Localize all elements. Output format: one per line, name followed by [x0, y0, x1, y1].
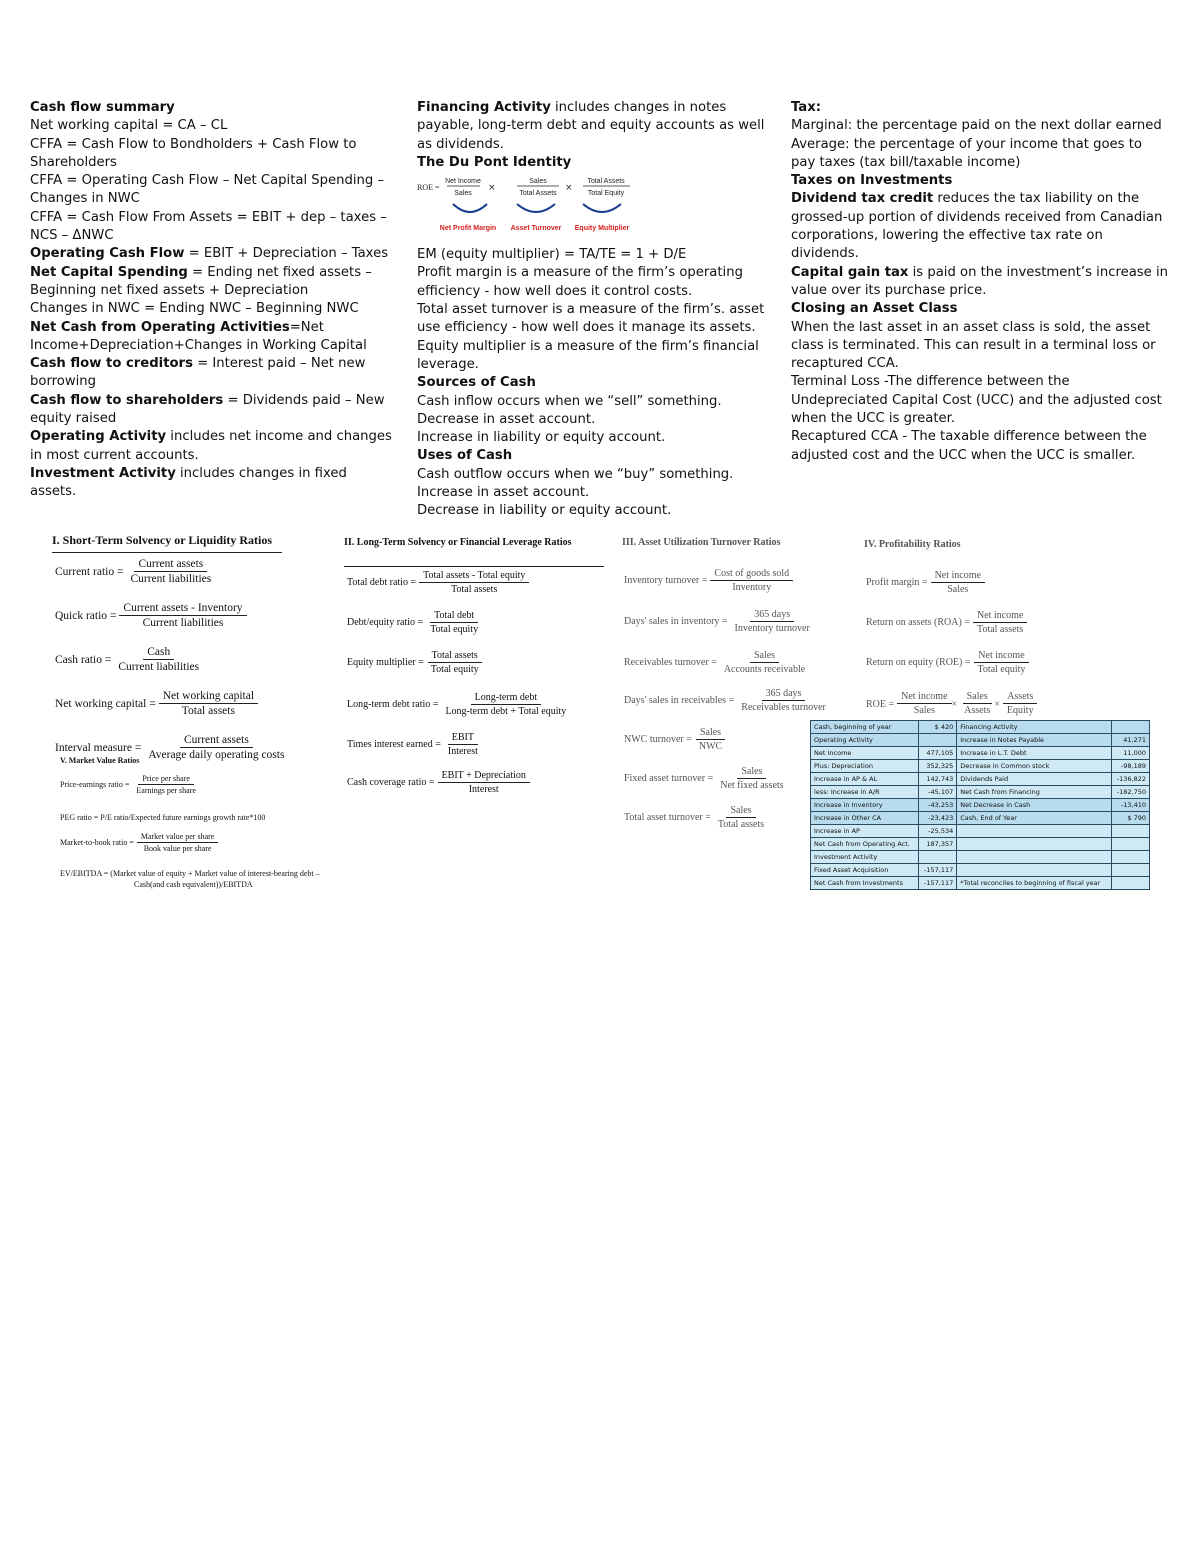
formula-denominator: Net fixed assets [720, 780, 784, 791]
roa-formula [866, 610, 1027, 635]
equity-multiplier-definition: Equity multiplier is a measure of the firm’s financial leverage. [417, 338, 759, 372]
table-row [811, 747, 1150, 760]
dividend-tax-credit-definition [791, 190, 1169, 263]
table-cell: Dividends Paid [957, 773, 1112, 786]
table-cell: 41,271 [1111, 734, 1149, 747]
cfc-label: Cash flow to creditors [30, 356, 193, 372]
table-cell: Operating Activity [811, 734, 919, 747]
formula-denominator: Book value per share [143, 844, 212, 853]
dupont-identity-figure [417, 172, 647, 234]
formula-denominator: Total equity [977, 664, 1026, 675]
formula-label: Days' sales in inventory = [624, 616, 728, 627]
dupont-t1-num: Net Income [445, 178, 481, 185]
profit-margin-definition: Profit margin is a measure of the firm’s operating efficiency - how well does it control costs. [417, 265, 743, 299]
capital-gain-tax-text: is paid on the investment’s increase in value over its purchase price. [791, 264, 1168, 298]
times-interest-earned-formula [347, 732, 482, 757]
formula-label: Days' sales in receivables = [624, 695, 735, 706]
formula-label: Equity multiplier = [347, 657, 424, 668]
formula-numerator: Net income [973, 610, 1027, 623]
formula-denominator: Inventory [732, 582, 772, 593]
dupont-t1-den: Sales [454, 190, 472, 197]
formula-denominator: Total assets [451, 584, 498, 595]
table-cell [919, 734, 957, 747]
times-symbol: × [951, 699, 958, 710]
formula-label: Quick ratio = [55, 609, 117, 622]
tax-column [791, 99, 1169, 465]
marginal-tax-definition: Marginal: the percentage paid on the next dollar earned [791, 118, 1162, 134]
table-cell: -43,253 [919, 799, 957, 812]
em-definition: EM (equity multiplier) = TA/TE = 1 + D/E [417, 247, 687, 263]
total-debt-ratio-formula [347, 570, 529, 595]
table-cell: Net Income [811, 747, 919, 760]
section-rule [344, 566, 604, 567]
table-cell: $ 790 [1111, 812, 1149, 825]
table-cell: Cash, beginning of year [811, 721, 919, 734]
formula-label: Long-term debt ratio = [347, 699, 439, 710]
terminal-loss-definition: Terminal Loss -The difference between the Undepreciated Capital Cost (UCC) and the adjusted cost when the UCC is greater. [791, 374, 1162, 427]
formula-numerator: Net income [974, 650, 1028, 663]
current-ratio-formula [55, 558, 215, 585]
table-cell: Increase in L.T. Debt [957, 747, 1112, 760]
formula-denominator: Earnings per share [136, 786, 196, 795]
formula-numerator: Sales [696, 727, 725, 740]
tax-heading: Tax: [791, 100, 821, 115]
formula-denominator: Current liabilities [142, 617, 224, 629]
financing-activity-label: Financing Activity [417, 100, 551, 115]
roe-formula [866, 650, 1029, 675]
table-cell: Financing Activity [957, 721, 1112, 734]
formula-denominator: Total assets [977, 624, 1024, 635]
formula-label: Price-earnings ratio = [60, 780, 130, 789]
table-cell [919, 851, 957, 864]
table-cell: Net Cash from Operating Act. [811, 838, 919, 851]
long-term-debt-ratio-formula [347, 692, 570, 717]
table-cell: -23,423 [919, 812, 957, 825]
cash-coverage-ratio-formula [347, 770, 530, 795]
dividend-tax-credit-text: reduces the tax liability on the grossed-up portion of dividends received from Canadian corporations, lowering the effective tax rate on dividends. [791, 191, 1163, 262]
formula-label: Interval measure = [55, 741, 142, 754]
dupont-brace [517, 204, 555, 212]
table-cell: Investment Activity [811, 851, 919, 864]
cfc-text: = Interest paid – Net new borrowing [30, 356, 366, 390]
formula-denominator: Equity [1006, 705, 1034, 716]
table-cell: Increase in Inventory [811, 799, 919, 812]
table-cell [1111, 851, 1149, 864]
operating-activity-label: Operating Activity [30, 429, 167, 445]
change-nwc-definition: Changes in NWC = Ending NWC – Beginning NWC [30, 301, 359, 317]
nwc-ratio-formula [55, 690, 258, 717]
table-row [811, 825, 1150, 838]
table-row [811, 773, 1150, 786]
formula-label: Return on assets (ROA) = [866, 617, 970, 628]
ocf-definition [30, 245, 395, 263]
dupont-t3-num: Total Assets [587, 178, 625, 185]
receivables-turnover-formula [624, 650, 809, 675]
nwc-turnover-formula [624, 727, 726, 752]
formula-denominator: Sales [947, 584, 969, 595]
dupont-times: × [488, 183, 496, 193]
formula-denominator: NWC [698, 741, 723, 752]
table-cell: -98,189 [1111, 760, 1149, 773]
formula-numerator: Total debt [430, 610, 478, 623]
formula-numerator: Sales [750, 650, 779, 663]
times-symbol: × [994, 699, 1000, 710]
formula-label: Fixed asset turnover = [624, 773, 714, 784]
formula-label: Inventory turnover = [624, 575, 708, 586]
formula-label: ROE = [866, 699, 895, 710]
formula-denominator: Total equity [430, 664, 479, 675]
investment-activity-definition [30, 465, 395, 502]
ncs-definition [30, 264, 395, 301]
formula-label: Receivables turnover = [624, 657, 717, 668]
table-cell [1111, 721, 1149, 734]
uses-item: Increase in asset account. [417, 485, 590, 501]
financing-activity-definition [417, 99, 779, 154]
table-cell: Increase in Notes Payable [957, 734, 1112, 747]
asset-utilization-title: III. Asset Utilization Turnover Ratios [622, 537, 781, 548]
dupont-times: × [565, 183, 573, 193]
table-row [811, 838, 1150, 851]
sources-of-cash-heading: Sources of Cash [417, 375, 536, 391]
formula-numerator: 365 days [762, 688, 806, 701]
sources-item: Decrease in asset account. [417, 411, 596, 427]
table-cell: -45,107 [919, 786, 957, 799]
debt-equity-ratio-formula [347, 610, 482, 635]
ncfo-definition [30, 319, 395, 356]
recaptured-cca-definition: Recaptured CCA - The taxable difference between the adjusted cost and the UCC when the UCC is smaller. [791, 429, 1147, 463]
closing-asset-class-text: When the last asset in an asset class is sold, the asset class is terminated. This can result in a terminal loss or recaptured CCA. [791, 319, 1156, 372]
table-row [811, 864, 1150, 877]
table-cell [1111, 864, 1149, 877]
cfs-label: Cash flow to shareholders [30, 392, 224, 408]
formula-numerator: Sales [963, 691, 992, 704]
cash-flow-summary-column [30, 99, 395, 502]
table-cell: 477,105 [919, 747, 957, 760]
formula-numerator: Current assets [134, 558, 207, 572]
formula-numerator: Total assets [428, 650, 482, 663]
table-cell: 142,743 [919, 773, 957, 786]
table-cell [1111, 838, 1149, 851]
formula-denominator: Interest [447, 746, 478, 757]
dupont-label-at: Asset Turnover [510, 225, 562, 232]
formula-numerator: Assets [1003, 691, 1037, 704]
table-cell: -182,750 [1111, 786, 1149, 799]
table-cell [957, 851, 1112, 864]
peg-ratio-formula: PEG ratio = P/E ratio/Expected future earnings growth rate*100 [60, 813, 266, 822]
ncs-text: = Ending net fixed assets – Beginning net fixed assets + Depreciation [30, 264, 372, 298]
dupont-label-em: Equity Multiplier [574, 225, 630, 232]
table-cell: *Total reconciles to beginning of fiscal year [957, 877, 1112, 890]
short-term-solvency-title: I. Short-Term Solvency or Liquidity Ratios [52, 533, 273, 547]
dupont-heading: The Du Pont Identity [417, 154, 572, 170]
formula-denominator: Inventory turnover [734, 623, 810, 634]
total-asset-turnover-definition: Total asset turnover is a measure of the firm’s. asset use efficiency - how well does it manage its assets. [417, 302, 765, 336]
section-rule [52, 552, 282, 553]
financing-activity-text: includes changes in notes payable, long-term debt and equity accounts as well as dividends. [417, 100, 765, 152]
formula-label: Cash coverage ratio = [347, 777, 435, 788]
dividend-tax-credit-label: Dividend tax credit [791, 191, 934, 207]
uses-item: Cash outflow occurs when we “buy” something. [417, 466, 734, 482]
table-cell: -13,410 [1111, 799, 1149, 812]
capital-gain-tax-definition [791, 264, 1169, 301]
ocf-text: = EBIT + Depreciation – Taxes [184, 246, 389, 262]
formula-denominator: Sales [913, 705, 935, 716]
table-cell: Increase in AP & AL [811, 773, 919, 786]
fixed-asset-turnover-formula [624, 766, 788, 791]
ev-ebitda-formula-line1: EV/EBITDA = (Market value of equity + Market value of interest-bearing debt – [60, 869, 320, 878]
cfs-text: = Dividends paid – New equity raised [30, 392, 385, 427]
market-to-book-formula [60, 832, 218, 853]
closing-asset-class-heading: Closing an Asset Class [791, 301, 958, 317]
profit-margin-formula [866, 570, 985, 595]
table-row [811, 721, 1150, 734]
table-cell: Plus: Depreciation [811, 760, 919, 773]
table-cell: Net Decrease in Cash [957, 799, 1112, 812]
uses-item: Decrease in liability or equity account. [417, 503, 672, 519]
dupont-brace [583, 204, 621, 212]
taxes-on-investments-heading: Taxes on Investments [791, 173, 953, 189]
investment-activity-label: Investment Activity [30, 465, 176, 481]
formula-label: Cash ratio = [55, 653, 112, 666]
table-cell: 352,325 [919, 760, 957, 773]
table-cell [1111, 877, 1149, 890]
table-row [811, 760, 1150, 773]
formula-label: Profit margin = [866, 577, 928, 588]
formula-denominator: Current liabilities [130, 573, 212, 585]
market-value-title: V. Market Value Ratios [60, 756, 140, 765]
nwc-definition: Net working capital = CA – CL [30, 118, 228, 134]
table-cell: Cash, End of Year [957, 812, 1112, 825]
formula-numerator: Market value per share [137, 832, 219, 843]
table-row [811, 812, 1150, 825]
formula-numerator: EBIT [448, 732, 478, 745]
cash-flow-statement-table [810, 720, 1150, 890]
formula-numerator: Sales [726, 805, 755, 818]
formula-numerator: Net income [897, 691, 951, 704]
table-cell: 11,000 [1111, 747, 1149, 760]
formula-label: Net working capital = [55, 697, 156, 710]
table-row [811, 799, 1150, 812]
roe-dupont-formula [866, 691, 1038, 717]
table-row [811, 851, 1150, 864]
table-cell [957, 838, 1112, 851]
operating-activity-definition [30, 428, 395, 465]
table-cell: Fixed Asset Acquisition [811, 864, 919, 877]
formula-numerator: Net working capital [159, 690, 258, 704]
table-cell: $ 420 [919, 721, 957, 734]
formula-numerator: EBIT + Depreciation [438, 770, 530, 783]
cffa-definition-3: CFFA = Cash Flow From Assets = EBIT + dep – taxes – NCS – ΔNWC [30, 209, 387, 244]
table-cell [957, 864, 1112, 877]
financing-dupont-column [417, 99, 779, 521]
formula-label: Debt/equity ratio = [347, 617, 424, 628]
table-row [811, 786, 1150, 799]
table-cell: Net Cash from Financing [957, 786, 1112, 799]
table-cell: -157,117 [919, 877, 957, 890]
cfs-definition [30, 392, 395, 429]
dupont-label-npm: Net Profit Margin [439, 225, 497, 232]
formula-denominator: Interest [468, 784, 499, 795]
ncfo-label: Net Cash from Operating Activities [30, 319, 290, 335]
table-cell: -136,822 [1111, 773, 1149, 786]
formula-numerator: Long-term debt [471, 692, 541, 705]
formula-label: Current ratio = [55, 565, 124, 578]
operating-activity-text: includes net income and changes in most current accounts. [30, 429, 392, 463]
formula-denominator: Assets [964, 705, 991, 716]
dupont-t3-den: Total Equity [587, 190, 625, 197]
table-cell: Increase in Other CA [811, 812, 919, 825]
formula-label: Return on equity (ROE) = [866, 657, 971, 668]
formula-label: Times interest earned = [347, 739, 441, 750]
ev-ebitda-formula-line2: Cash(and cash equivalent))/EBITDA [134, 880, 253, 889]
sources-item: Increase in liability or equity account. [417, 430, 666, 446]
table-cell: Increase in AP [811, 825, 919, 838]
sources-item: Cash inflow occurs when we “sell” something. [417, 393, 722, 409]
formula-denominator: Long-term debt + Total equity [445, 706, 567, 717]
formula-label: Market-to-book ratio = [60, 838, 134, 847]
average-tax-definition: Average: the percentage of your income that goes to pay taxes (tax bill/taxable income) [791, 136, 1142, 170]
formula-numerator: Current assets - Inventory [119, 602, 246, 616]
table-cell [1111, 825, 1149, 838]
cash-ratio-formula [55, 646, 203, 673]
formula-numerator: Sales [737, 766, 766, 779]
table-cell: -25,534 [919, 825, 957, 838]
dupont-roe: ROE = [417, 183, 440, 192]
equity-multiplier-formula [347, 650, 483, 675]
table-cell: less: Increase in A/R [811, 786, 919, 799]
cfc-definition [30, 355, 395, 392]
formula-label: Total debt ratio = [347, 577, 417, 588]
total-asset-turnover-formula [624, 805, 768, 830]
ncs-label: Net Capital Spending [30, 264, 188, 280]
formula-label: Total asset turnover = [624, 812, 711, 823]
days-sales-receivables-formula [624, 688, 830, 713]
quick-ratio-formula [55, 602, 247, 629]
table-row [811, 877, 1150, 890]
ocf-label: Operating Cash Flow [30, 246, 185, 262]
table-cell: Net Cash from Investments [811, 877, 919, 890]
formula-denominator: Average daily operating costs [148, 749, 285, 761]
dupont-t2-num: Sales [529, 178, 547, 185]
uses-of-cash-heading: Uses of Cash [417, 448, 513, 464]
formula-denominator: Current liabilities [118, 661, 200, 673]
formula-denominator: Total assets [181, 705, 235, 717]
formula-numerator: Total assets - Total equity [419, 570, 529, 583]
dupont-t2-den: Total Assets [519, 190, 557, 197]
pe-ratio-formula [60, 774, 200, 795]
formula-denominator: Accounts receivable [723, 664, 806, 675]
inventory-turnover-formula [624, 568, 793, 593]
cash-flow-summary-heading: Cash flow summary [30, 100, 175, 115]
formula-numerator: Net income [931, 570, 985, 583]
cffa-definition-1: CFFA = Cash Flow to Bondholders + Cash Flow to Shareholders [30, 136, 357, 170]
table-row [811, 734, 1150, 747]
profitability-title: IV. Profitability Ratios [864, 539, 961, 550]
formula-denominator: Total assets [717, 819, 765, 830]
formula-denominator: Receivables turnover [741, 702, 826, 713]
formula-numerator: Price per share [138, 774, 194, 785]
dupont-brace [453, 204, 487, 212]
days-sales-inventory-formula [624, 609, 814, 634]
formula-numerator: Current assets [180, 734, 253, 748]
ncfo-text: =Net Income+Depreciation+Changes in Working Capital [30, 319, 367, 353]
table-cell: -157,117 [919, 864, 957, 877]
formula-label: NWC turnover = [624, 734, 692, 745]
table-cell: Decrease in Common stock [957, 760, 1112, 773]
table-cell [957, 825, 1112, 838]
investment-activity-text: includes changes in fixed assets. [30, 465, 347, 500]
formula-numerator: Cash [143, 646, 174, 660]
capital-gain-tax-label: Capital gain tax [791, 264, 909, 280]
formula-numerator: Cost of goods sold [710, 568, 793, 581]
cffa-definition-2: CFFA = Operating Cash Flow – Net Capital Spending – Changes in NWC [30, 173, 385, 207]
long-term-solvency-title: II. Long-Term Solvency or Financial Leverage Ratios [344, 537, 572, 548]
formula-numerator: 365 days [750, 609, 794, 622]
cash-flow-table-body [811, 721, 1150, 890]
formula-denominator: Total equity [430, 624, 479, 635]
table-cell: 187,357 [919, 838, 957, 851]
